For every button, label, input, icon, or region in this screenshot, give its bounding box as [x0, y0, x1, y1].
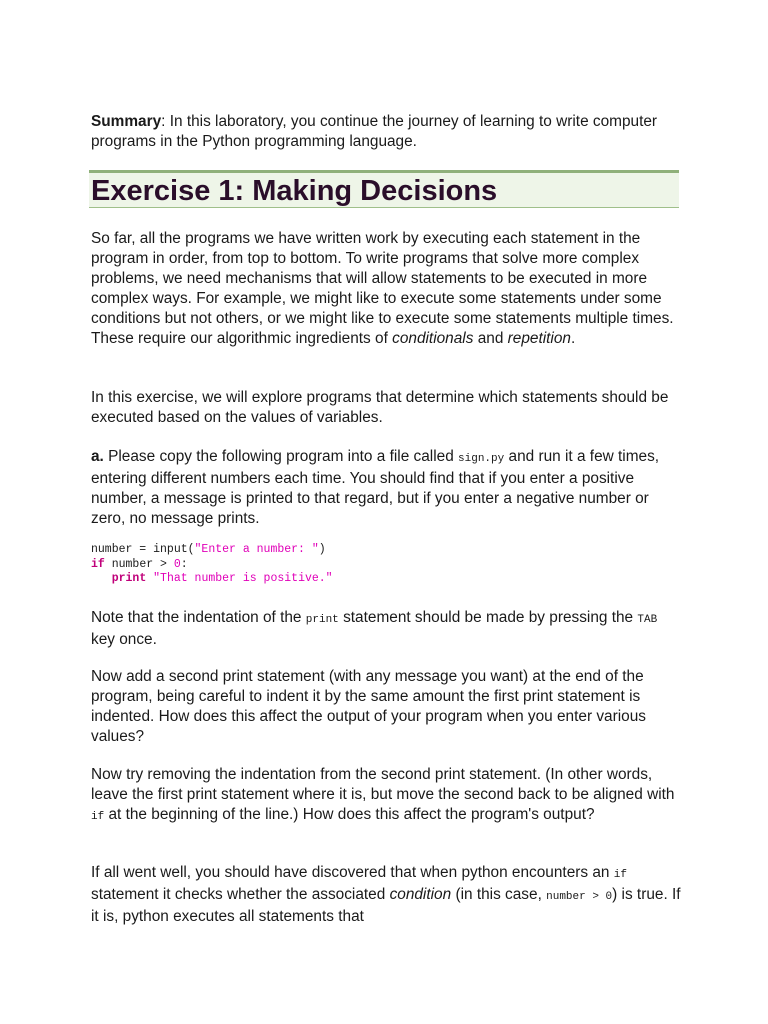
code-line-1: number = input( — [91, 543, 195, 556]
repetition-term: repetition — [507, 330, 571, 347]
conclusion-text-after: ) is true. If it is, python executes all statements that — [91, 886, 681, 925]
step-a-label: a. — [91, 448, 104, 465]
code-string-1: "Enter a number: " — [194, 543, 319, 556]
code-block — [91, 543, 333, 587]
intro-period: . — [570, 330, 576, 347]
note-text-before: Note that the indentation of the — [91, 609, 306, 626]
intro-text: So far, all the programs we have written work by executing each statement in the program in order, from top to bottom. To write programs that solve more complex problems, we need mechanisms that will allow statements to be executed in more complex ways. For example, we might like to execute some statements under some conditions but not others, or we might like to execute some statements multiple times. These require our algorithmic ingredients of — [91, 230, 674, 347]
conclusion-paragraph — [91, 863, 681, 927]
note-text-mid: statement should be made by pressing the — [338, 609, 638, 626]
summary-label: Summary — [91, 113, 162, 130]
conclusion-text-mid1: statement it checks whether the associated — [91, 886, 390, 903]
intro-paragraph — [91, 229, 681, 349]
conclusion-text-before: If all went well, you should have discovered that when python encounters an — [91, 864, 614, 881]
exercise-heading-bar — [89, 170, 679, 208]
condition-term: condition — [389, 886, 452, 903]
step-a-paragraph — [91, 447, 681, 529]
remove-text-before: Now try removing the indentation from the second print statement. (In other words, leave the first print statement where it is, but move the second back to be aligned with — [91, 766, 675, 803]
condition-code: number > 0 — [546, 891, 613, 903]
conditionals-term: conditionals — [392, 330, 474, 347]
code-keyword-if: if — [91, 557, 105, 571]
code-indent — [91, 572, 112, 585]
indentation-note — [91, 608, 681, 650]
summary-text: : In this laboratory, you continue the journey of learning to write computer programs in the Python programming language. — [91, 113, 658, 150]
tab-key-code: TAB — [637, 614, 658, 626]
step-a-text-before: Please copy the following program into a file called — [103, 448, 459, 465]
second-print-paragraph: Now add a second print statement (with any message you want) at the end of the program, being careful to indent it by the same amount the first print statement is indented. How does this affect the output of your program when you enter various values? — [91, 668, 646, 745]
intro-and: and — [473, 330, 508, 347]
note-text-after: key once. — [91, 631, 157, 648]
summary-paragraph — [91, 112, 671, 152]
if-statement-code: if — [613, 869, 627, 881]
step-a-text-after: and run it a few times, entering different numbers each time. You should find that if you enter a positive number, a message is printed to that regard, but if you enter a negative number or zero, no message prints. — [91, 448, 660, 527]
remove-indent-paragraph — [91, 765, 681, 827]
print-code: print — [305, 614, 339, 626]
exercise-paragraph: In this exercise, we will explore programs that determine which statements should be executed based on the values of variables. — [91, 389, 669, 426]
code-line-2: number > — [104, 557, 174, 571]
conclusion-text-mid2: (in this case, — [451, 886, 547, 903]
filename-code: sign.py — [458, 453, 505, 465]
code-line-2-end: : — [180, 557, 188, 571]
code-keyword-print: print — [111, 572, 147, 585]
code-number: 0 — [173, 557, 181, 571]
code-line-1-end: ) — [318, 543, 326, 556]
exercise-heading: Exercise 1: Making Decisions — [91, 175, 498, 207]
if-code: if — [91, 811, 105, 823]
remove-text-after: at the beginning of the line.) How does this affect the program's output? — [104, 806, 595, 823]
code-string-2: "That number is positive." — [153, 572, 333, 585]
